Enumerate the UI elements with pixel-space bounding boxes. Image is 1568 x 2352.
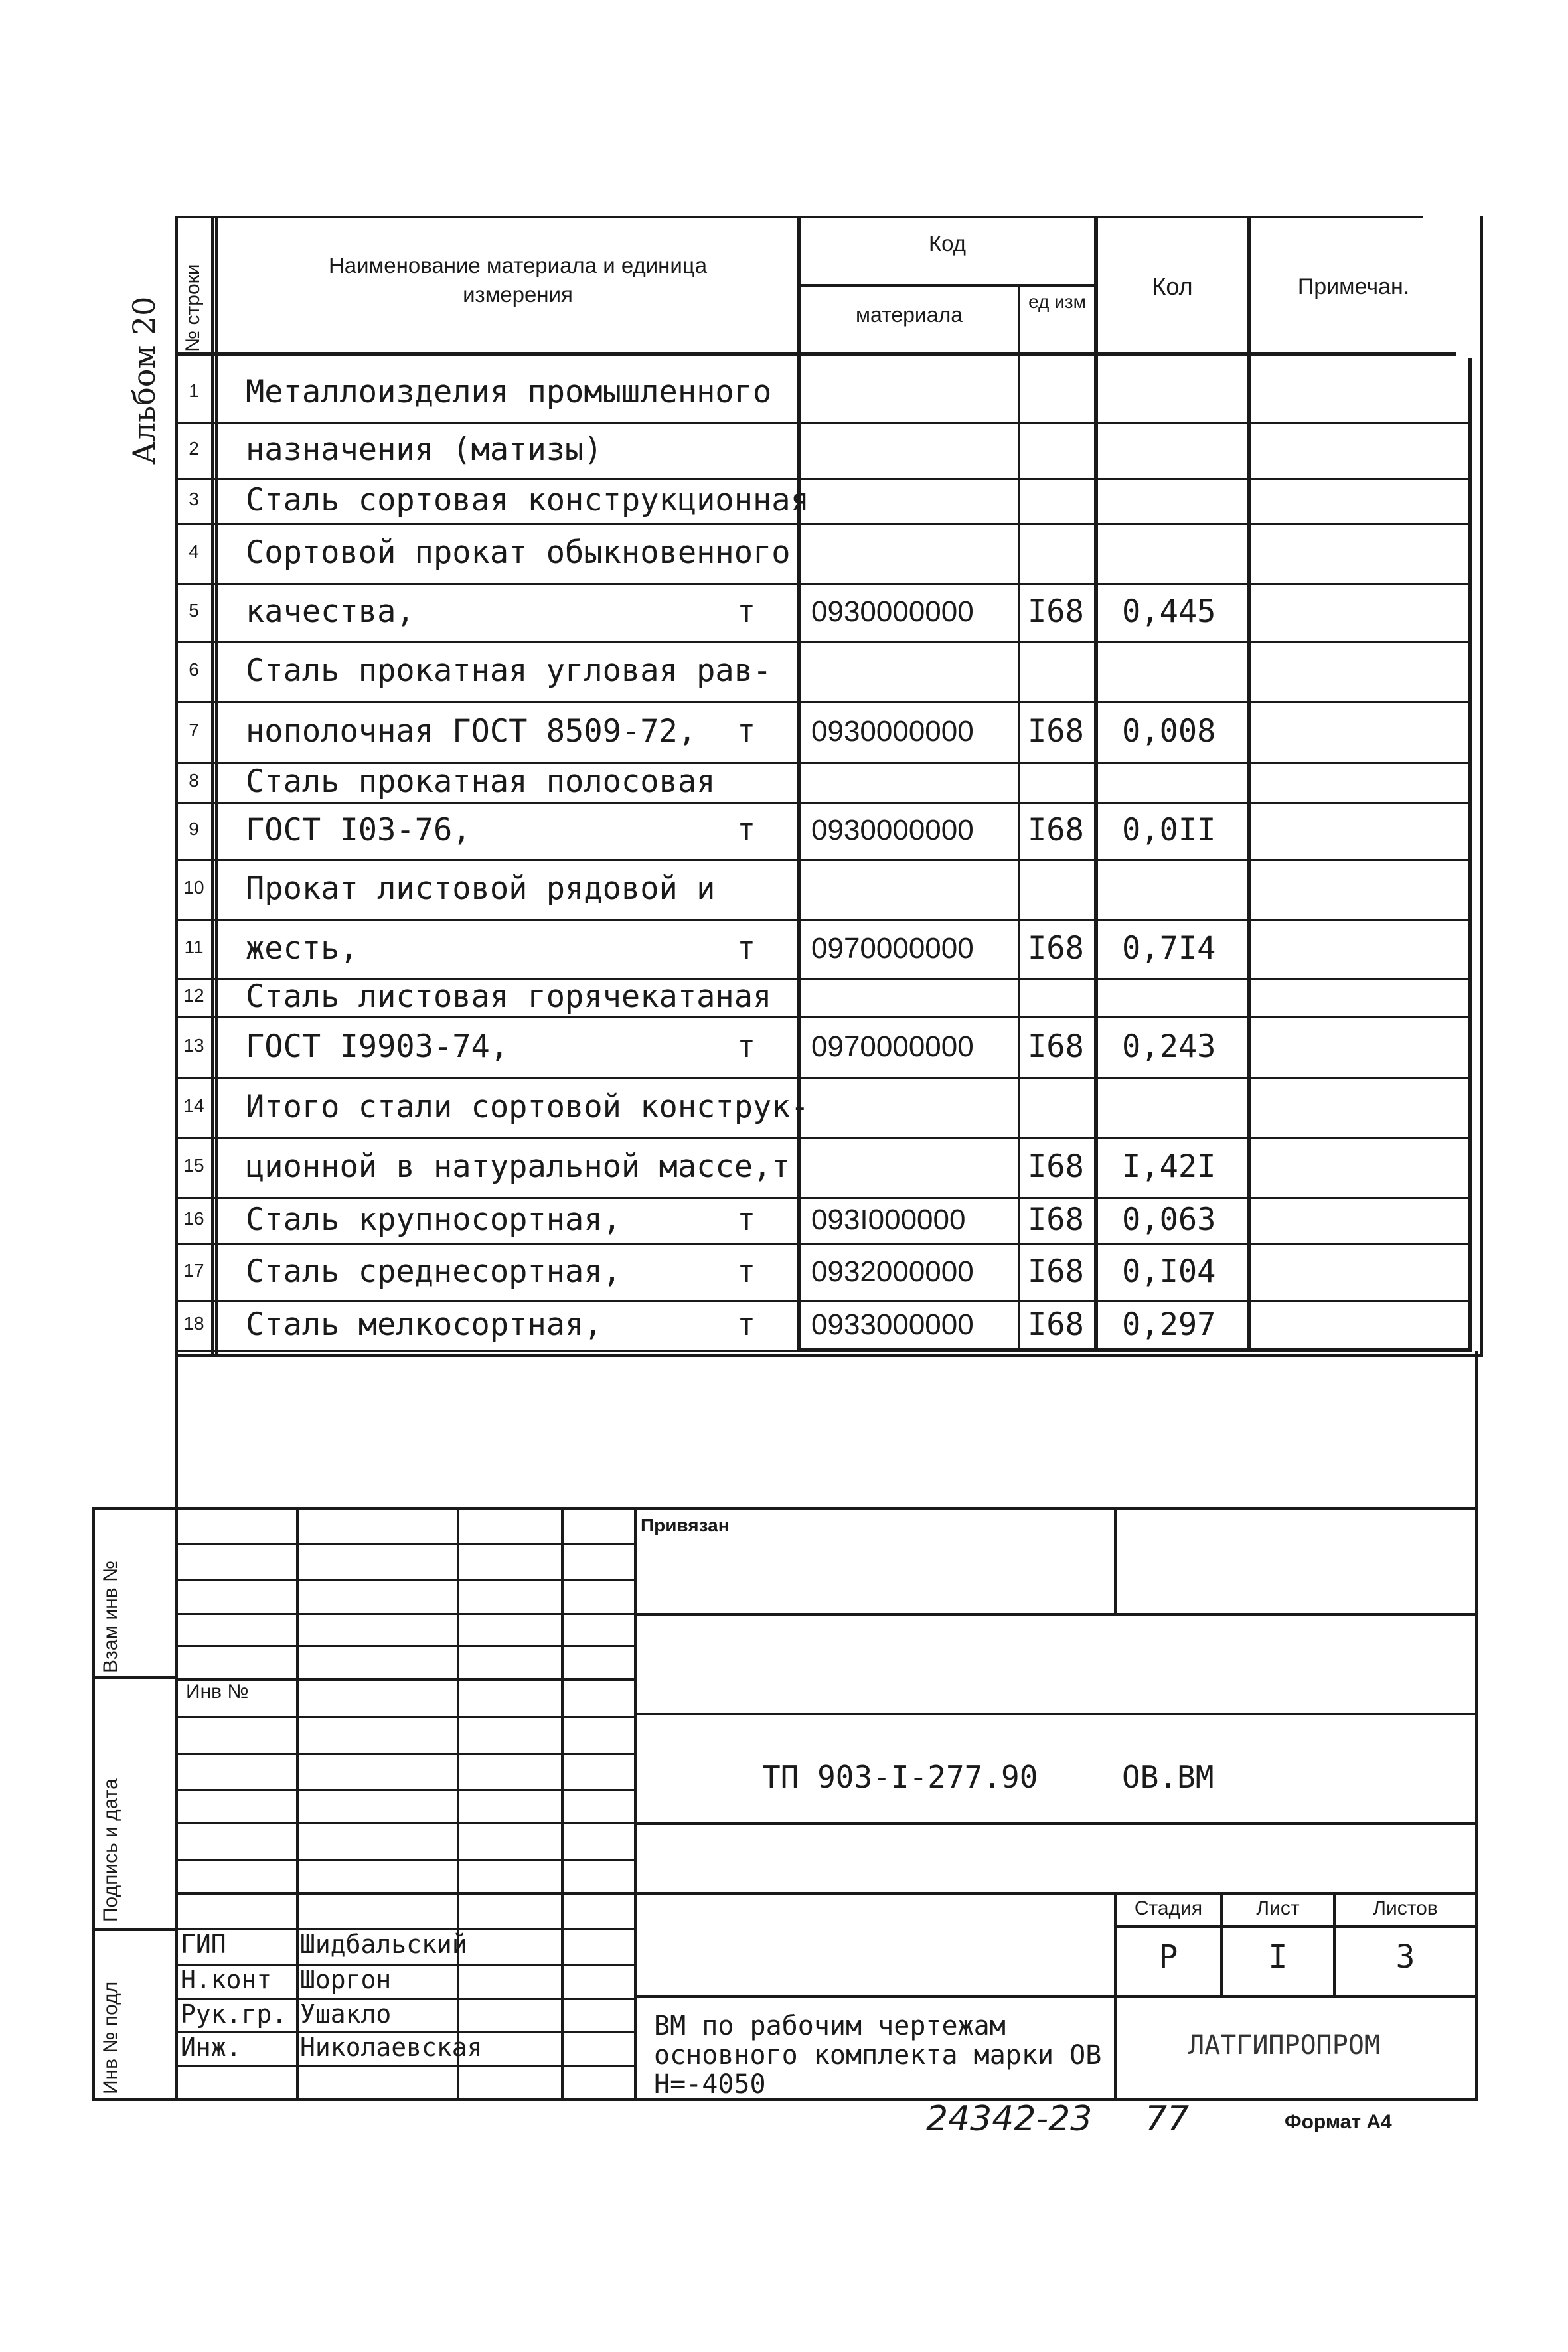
row-material-name: жесть,	[246, 929, 358, 967]
row-material-name: Сталь крупносортная,	[246, 1202, 621, 1238]
stage-value: Р	[1158, 1938, 1178, 1976]
row-unit-code: I68	[1028, 1148, 1084, 1185]
row-quantity: I,42I	[1122, 1148, 1216, 1185]
row-quantity: 0,445	[1122, 593, 1216, 630]
row-number: 13	[183, 1034, 204, 1056]
row-number: 1	[189, 380, 199, 401]
row-material-name: Металлоизделия промышленного	[246, 374, 772, 410]
sheets-label: Листов	[1373, 1897, 1438, 1919]
row-separator	[175, 1350, 1470, 1352]
row-separator	[175, 478, 1470, 480]
row-number: 15	[183, 1155, 204, 1176]
label-vzam-inv: Взам инв №	[100, 1560, 121, 1673]
row-unit-code: I68	[1028, 1306, 1084, 1343]
row-material-name: Сталь среднесортная,	[246, 1253, 621, 1290]
row-unit-code: I68	[1028, 812, 1084, 848]
row-separator	[175, 802, 1470, 804]
header-row-number: № строки	[182, 264, 204, 352]
row-number: 11	[184, 936, 204, 957]
signer-name: Шидбальский	[300, 1930, 467, 1959]
row-separator	[175, 919, 1470, 921]
row-number: 3	[189, 489, 199, 509]
row-unit-code: I68	[1028, 1253, 1084, 1290]
row-separator	[175, 1300, 1470, 1302]
row-material-name: Сталь прокатная полосовая	[246, 763, 716, 800]
row-separator	[175, 422, 1470, 424]
row-unit-t: т	[737, 593, 756, 630]
document-code: ТП 903-I-277.90	[762, 1759, 1038, 1795]
sheet-value: I	[1268, 1938, 1288, 1976]
row-separator	[175, 701, 1470, 703]
row-separator	[175, 1016, 1470, 1018]
row-number: 6	[189, 659, 199, 680]
row-number: 5	[189, 600, 199, 621]
row-separator	[175, 1197, 1470, 1199]
row-unit-t: т	[737, 929, 756, 967]
row-unit-t: т	[737, 1028, 756, 1065]
row-separator	[175, 859, 1470, 861]
row-quantity: 0,297	[1122, 1306, 1216, 1343]
row-number: 12	[183, 984, 204, 1006]
signer-name: Шоргон	[300, 1965, 392, 1994]
row-number: 17	[183, 1259, 204, 1281]
signer-role: Рук.гр.	[181, 1999, 287, 2029]
signer-role: ГИП	[181, 1930, 226, 1959]
row-number: 18	[183, 1312, 204, 1334]
row-material-name: ционной в натуральной массе,т	[246, 1148, 791, 1185]
row-unit-t: т	[737, 1202, 756, 1238]
format-label: Формат А4	[1285, 2111, 1392, 2133]
row-unit-t: т	[737, 1253, 756, 1290]
row-separator	[175, 1137, 1470, 1139]
row-quantity: 0,008	[1122, 713, 1216, 749]
row-material-code: 0932000000	[811, 1255, 974, 1288]
row-unit-t: т	[737, 713, 756, 749]
row-separator	[175, 1243, 1470, 1245]
document-mark: ОВ.ВМ	[1122, 1759, 1214, 1795]
header-code: Код	[928, 231, 967, 256]
organization-name: ЛАТГИПРОПРОМ	[1188, 2030, 1380, 2061]
row-material-code: 0933000000	[811, 1308, 974, 1341]
row-unit-code: I68	[1028, 1028, 1084, 1065]
row-quantity: 0,063	[1122, 1202, 1216, 1238]
row-number: 10	[183, 877, 204, 898]
row-material-name: Сталь прокатная угловая рав-	[246, 653, 772, 689]
row-unit-t: т	[737, 1306, 756, 1343]
row-material-code: 0970000000	[811, 931, 974, 965]
row-material-code: 0930000000	[811, 595, 974, 628]
row-material-name: Сталь листовая горячекатаная	[246, 978, 772, 1015]
page-number: 77	[1145, 2099, 1190, 2139]
row-material-name: нополочная ГОСТ 8509-72,	[246, 713, 697, 749]
row-quantity: 0,243	[1122, 1028, 1216, 1065]
row-material-name: Итого стали сортовой конструк-	[246, 1089, 809, 1125]
row-quantity: 0,I04	[1122, 1253, 1216, 1290]
stage-label: Стадия	[1134, 1897, 1203, 1919]
row-number: 7	[189, 720, 199, 740]
row-unit-code: I68	[1028, 1202, 1084, 1238]
row-material-name: Сталь сортовая конструкционная	[246, 482, 809, 518]
sheet-label: Лист	[1256, 1897, 1300, 1919]
header-material-code: материала	[855, 303, 963, 327]
row-quantity: 0,7I4	[1122, 929, 1216, 967]
signer-role: Инж.	[181, 2033, 242, 2062]
row-separator	[175, 1077, 1470, 1079]
label-podpis-data: Подпись и дата	[100, 1778, 121, 1922]
privyazan-label: Привязан	[641, 1515, 730, 1535]
row-number: 9	[189, 819, 199, 839]
row-number: 8	[189, 770, 199, 791]
row-material-name: Сортовой прокат обыкновенного	[246, 534, 791, 571]
row-material-code: 0970000000	[811, 1030, 974, 1063]
sheets-value: 3	[1395, 1938, 1415, 1976]
row-unit-t: т	[737, 812, 756, 848]
row-separator	[175, 523, 1470, 525]
row-material-name: Сталь мелкосортная,	[246, 1306, 603, 1343]
row-unit-code: I68	[1028, 593, 1084, 630]
header-unit: ед изм	[1028, 291, 1086, 312]
header-name: Наименование материала и единица измерения	[328, 253, 708, 307]
header-note: Примечан.	[1297, 274, 1410, 299]
title-description: ВМ по рабочим чертежам основного комплекта марки ОВ Н=-4050	[654, 2011, 1102, 2100]
header-quantity: Кол	[1152, 273, 1193, 300]
row-unit-code: I68	[1028, 929, 1084, 967]
signer-name: Николаевская	[300, 2033, 483, 2062]
signer-name: Ушакло	[300, 1999, 392, 2029]
inventory-number: 24342-23	[926, 2099, 1093, 2139]
row-quantity: 0,0II	[1122, 812, 1216, 848]
album-label: Альбом 20	[126, 296, 162, 465]
row-unit-code: I68	[1028, 713, 1084, 749]
row-material-name: качества,	[246, 593, 415, 630]
signer-role: Н.конт	[181, 1965, 272, 1994]
row-material-code: 0930000000	[811, 715, 974, 747]
row-material-name: назначения (матизы)	[246, 431, 603, 468]
inv-number-label: Инв №	[186, 1681, 249, 1703]
row-material-code: 093I000000	[811, 1204, 966, 1236]
row-separator	[175, 583, 1470, 585]
row-number: 4	[189, 541, 199, 562]
row-separator	[175, 641, 1470, 643]
row-material-name: ГОСТ I9903-74,	[246, 1028, 509, 1065]
row-number: 16	[183, 1208, 204, 1229]
row-material-name: Прокат листовой рядовой и	[246, 870, 716, 907]
label-inv-podl: Инв № подл	[100, 1981, 121, 2094]
row-material-name: ГОСТ I03-76,	[246, 812, 471, 848]
row-material-code: 0930000000	[811, 814, 974, 846]
row-number: 14	[183, 1095, 204, 1116]
row-number: 2	[189, 438, 199, 459]
